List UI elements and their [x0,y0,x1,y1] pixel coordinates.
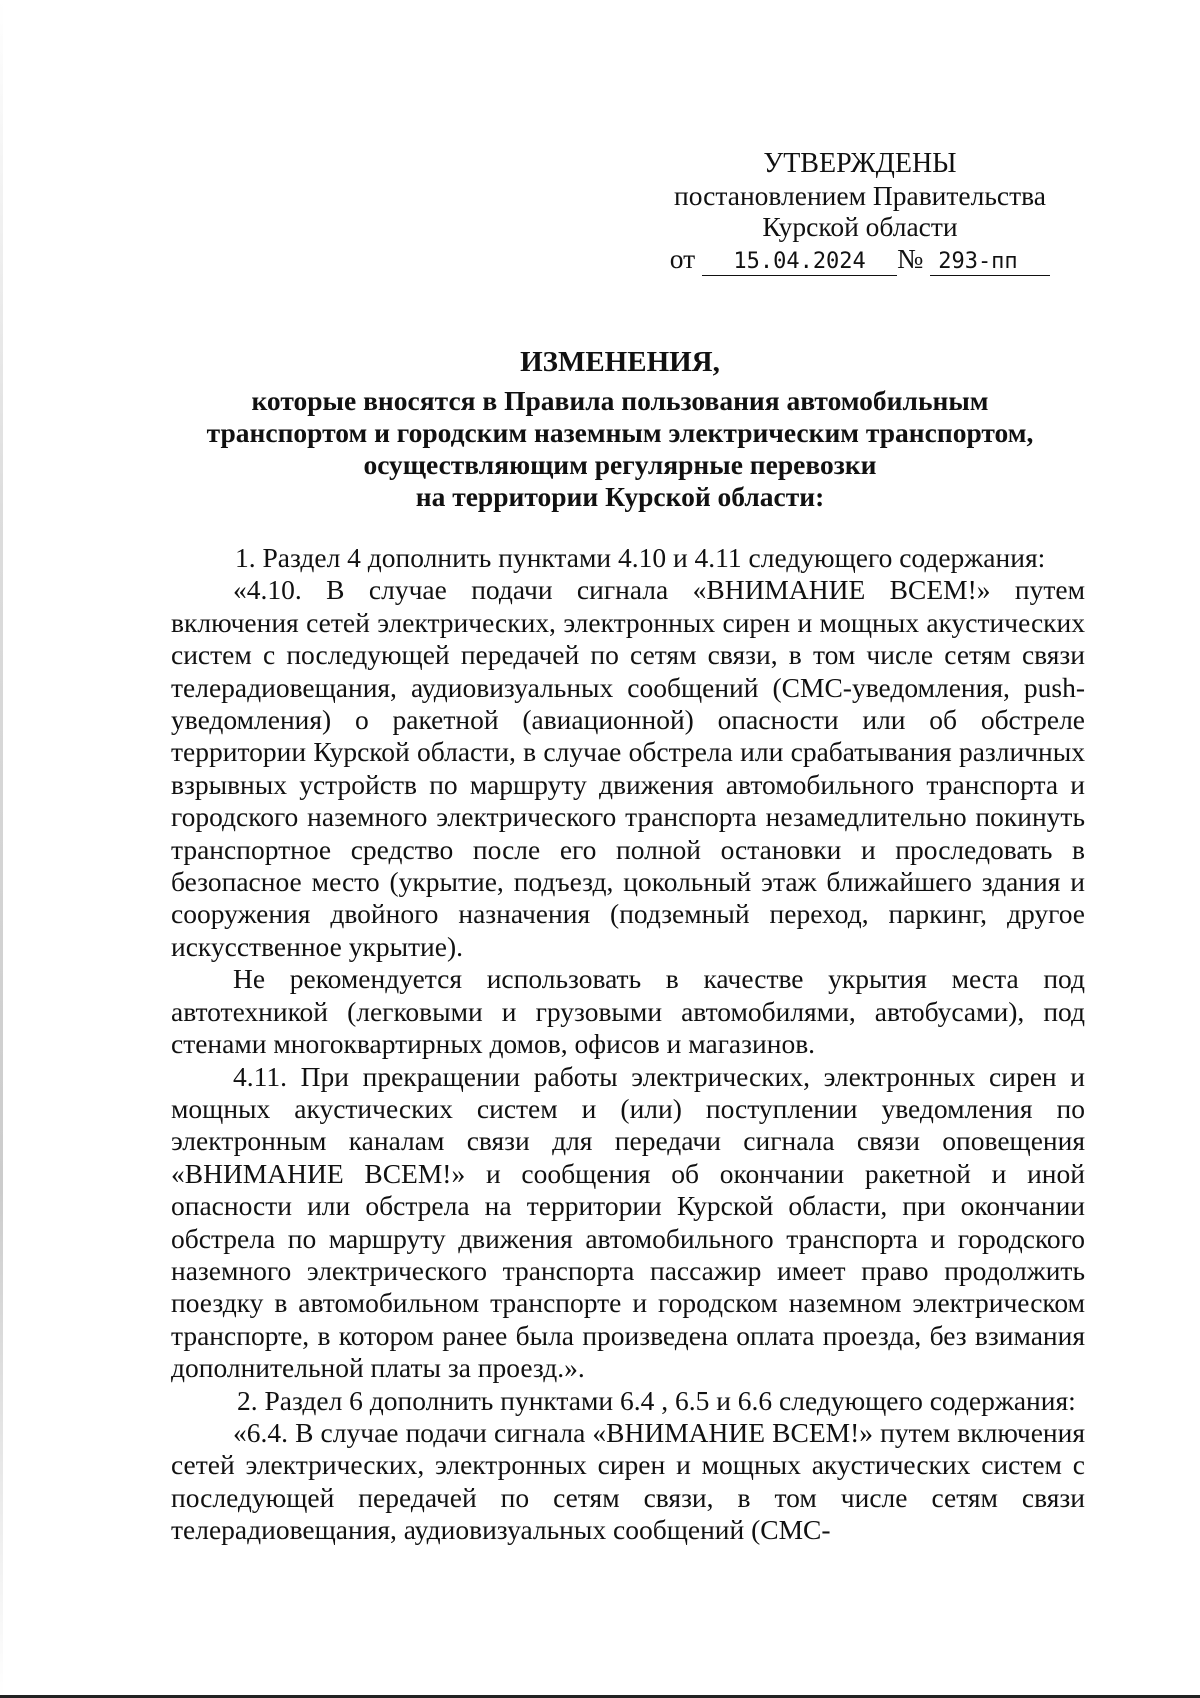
document-title [160,346,1080,513]
paragraph-recommendation: Не рекомендуется использовать в качестве укрытия места под автотехникой (легковыми и грузовыми автомобилями, автобусами), под стенами многоквартирных домов, офисов и магазинов. [171,963,1085,1060]
paragraph-6-4: «6.4. В случае подачи сигнала «ВНИМАНИЕ ВСЕМ!» путем включения сетей электрических, электронных сирен и мощных акустических систем с последующей передачей по сетям связи, в том числе сетям связи телерадиовещания, аудиовизуальных сообщений (СМС- [171,1416,1085,1546]
paragraph-4-10: «4.10. В случае подачи сигнала «ВНИМАНИЕ ВСЕМ!» путем включения сетей электрических, электронных сирен и мощных акустических систем с последующей передачей по сетям связи, в том числе сетям связи телерадиовещания, аудиовизуальных сообщений (СМС-уведомления, push-уведомления) о ракетной (авиационной) опасности или об обстреле территории Курской области, в случае обстрела или срабатывания различных взрывных устройств по маршруту движения автомобильного транспорта и городского наземного электрического транспорта незамедлительно покинуть транспортное средство после его полной остановки и проследовать в безопасное место (укрытие, подъезд, цокольный этаж ближайшего здания и сооружения двойного назначения (подземный переход, паркинг, другое искусственное укрытие). [171,574,1085,962]
title-line-4: на территории Курской области: [415,481,825,512]
paragraph-item-1: 1. Раздел 4 дополнить пунктами 4.10 и 4.11 следующего содержания: [235,542,1046,573]
paragraph-item-2: 2. Раздел 6 дополнить пунктами 6.4 , 6.5 и 6.6 следующего содержания: [237,1384,1076,1416]
title-line-3: осуществляющим регулярные перевозки [363,449,877,480]
document-body [171,542,1085,1547]
number-sign: № [897,242,924,274]
scan-edge-left [0,0,3,1698]
date-prefix: от [669,242,696,274]
number-field: 293-пп [930,249,1050,276]
paragraph-4-11: 4.11. При прекращении работы электрических, электронных сирен и мощных акустических систем и (или) поступлении уведомления по электронным каналам связи для передачи сигнала связи оповещения «ВНИМАНИЕ ВСЕМ!» и сообщения об окончании ракетной и иной опасности или обстрела на территории Курской области, при окончании обстрела по маршруту движения автомобильного транспорта и городского наземного электрического транспорта пассажир имеет право продолжить поездку в автомобильном транспорте и городском наземном электрическом транспорте, в котором ранее была произведена оплата проезда, без взимания дополнительной платы за проезд.». [171,1060,1085,1384]
approval-line-region: Курской области [762,211,958,242]
title-line-2: транспортом и городским наземным электрическим транспортом, [206,417,1034,448]
approval-line-government: постановлением Правительства [674,179,1046,211]
date-field: 15.04.2024 [702,249,897,276]
title-line-1: которые вносятся в Правила пользования автомобильным [251,385,989,416]
approval-block [640,148,1080,276]
approval-heading: УТВЕРЖДЕНЫ [763,148,957,179]
approval-date-line [640,243,1080,276]
title-main: ИЗМЕНЕНИЯ, [520,346,720,378]
